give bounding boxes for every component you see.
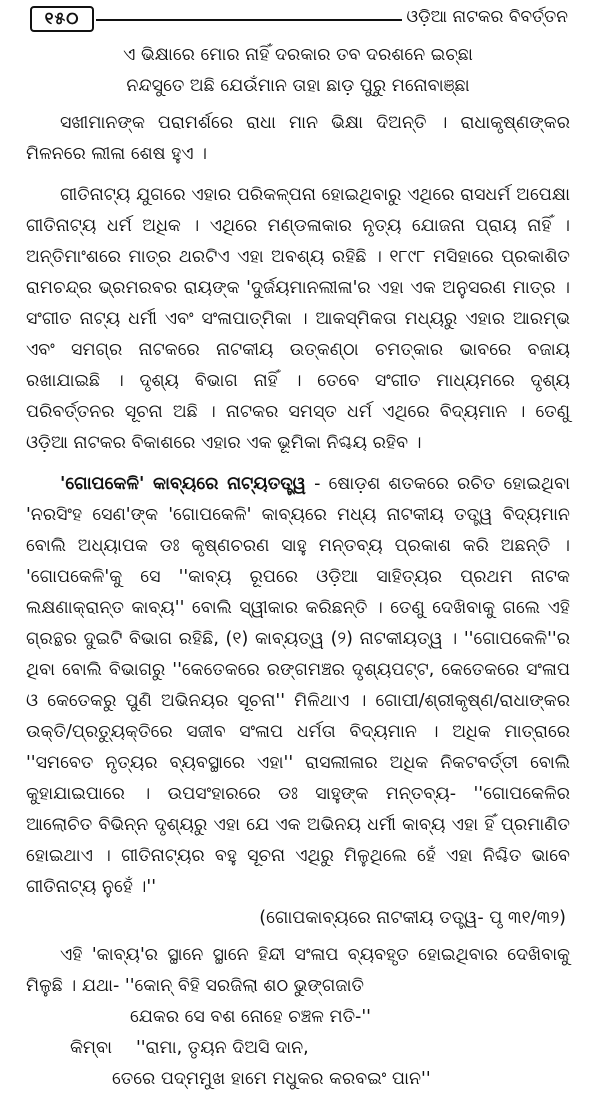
- quote-line: ଯେକର ସେ ବଶ ନୋହେ ଚଞ୍ଚଳ ମତି-'': [130, 1007, 371, 1027]
- quote-line: [26, 1033, 570, 1064]
- section-heading: 'ଗୋପକେଳି' କାବ୍ୟରେ ନାଟ୍ୟତତ୍ତ୍ୱ: [60, 474, 306, 494]
- citation: (ଗୋପକାବ୍ୟରେ ନାଟକୀୟ ତତ୍ତ୍ୱ- ପୃ ୩୧/୩୨): [259, 908, 566, 928]
- quote-label: କିମ୍ବା: [70, 1038, 112, 1058]
- verse-line: ଏ ଭିକ୍ଷାରେ ମୋର ନାହିଁ ଦରକାର ତବ ଦରଶନେ ଇଚ୍ଛା: [123, 45, 473, 65]
- section-body: - ଷୋଡ଼ଶ ଶତକରେ ରଚିତ ହୋଇଥିବା 'ନରସିଂହ ସେଣ'ଙ୍କ 'ଗୋପକେଳି' କାବ୍ୟରେ ମଧ୍ୟ ନାଟକୀୟ ତତ୍ତ୍ୱ ବିଦ୍ୟମାନ ବୋଲି ଅଧ୍ୟାପକ ଡଃ କୃଷ୍ଣଚରଣ ସାହୁ ମନ୍ତବ୍ୟ ପ୍ରକାଶ କରି ଅଛନ୍ତି । 'ଗୋପକେଳି'କୁ ସେ ''କାବ୍ୟ ରୂପରେ ଓଡ଼ିଆ ସାହିତ୍ୟର ପ୍ରଥମ ନାଟକ ଲକ୍ଷଣାକ୍ରାନ୍ତ କାବ୍ୟ'' ବୋଲି ସ୍ୱୀକାର କରିଛନ୍ତି । ତେଣୁ ଦେଖିବାକୁ ଗଲେ ଏହି ଗ୍ରନ୍ଥର ଦୁଇଟି ବିଭାଗ ରହିଛି, (୧) କାବ୍ୟତ୍ୱ (୨) ନାଟକୀୟତ୍ୱ । ''ଗୋପକେଳି''ର ଥିବା ବୋଲି ବିଭାଗରୁ ''କେତେକରେ ରଙ୍ଗମଞ୍ଚର ଦୃଶ୍ୟପଟ୍ଟ, କେତେକରେ ସଂଳାପ ଓ କେତେକରୁ ପୁଣି ଅଭିନୟର ସୂଚନା'' ମିଳିଥାଏ । ଗୋପୀ/ଶ୍ରୀକୃଷ୍ଣ/ରାଧାଙ୍କର ଉକ୍ତି/ପ୍ରତ୍ୟୁକ୍ତିରେ ସଜୀବ ସଂଳାପ ଧର୍ମତା ବିଦ୍ୟମାନ । ଅଧିକ ମାତ୍ରାରେ ''ସମବେତ ନୃତ୍ୟର ବ୍ୟବସ୍ଥାରେ ଏହା'' ରାସଲୀଳାର ଅଧିକ ନିକଟବର୍ତ୍ତୀ ବୋଲି କୁହାଯାଇପାରେ । ଉପସଂହାରରେ ଡଃ ସାହୁଙ୍କ ମନ୍ତବ୍ୟ- ''ଗୋପକେଳିର ଆଲୋଚିତ ବିଭିନ୍ନ ଦୃଶ୍ୟରୁ ଏହା ଯେ ଏକ ଅଭିନୟ ଧର୍ମୀ କାବ୍ୟ ଏହା ହିଁ ପ୍ରମାଣିତ ହୋଇଥାଏ । ଗୀତିନାଟ୍ୟର ବହୁ ସୂଚନା ଏଥିରୁ ମିଳୁଥିଲେ ହେଁ ଏହା ନିଶ୍ଚିତ ଭାବେ ଗୀତିନାଟ୍ୟ ନୁହେଁ ।'': [26, 474, 570, 897]
- paragraph: ଗୀତିନାଟ୍ୟ ଯୁଗରେ ଏହାର ପରିକଳ୍ପନା ହୋଇଥିବାରୁ ଏଥିରେ ରାସଧର୍ମ ଅପେକ୍ଷା ଗୀତିନାଟ୍ୟ ଧର୍ମ ଅଧିକ । ଏଥିରେ ମଣ୍ଡଳାକାର ନୃତ୍ୟ ଯୋଜନା ପ୍ରାୟ ନାହିଁ । ଅନ୍ତିମାଂଶରେ ମାତ୍ର ଥରଟିଏ ଏହା ଅବଶ୍ୟ ରହିଛି । ୧୮୯୮ ମସିହାରେ ପ୍ରକାଶିତ ରାମଚନ୍ଦ୍ର ଭ୍ରମରବର ରାୟଙ୍କ 'ଦୁର୍ଜୟମାନଲୀଳା'ର ଏହା ଏକ ଅନୁସରଣ ମାତ୍ର । ସଂଗୀତ ନାଟ୍ୟ ଧର୍ମୀ ଏବଂ ସଂଳାପାତ୍ମିକା । ଆକସ୍ମିକତା ମଧ୍ୟରୁ ଏହାର ଆରମ୍ଭ ଏବଂ ସମଗ୍ର ନାଟକରେ ନାଟକୀୟ ଉତ୍କଣ୍ଠା ଚମତ୍କାର ଭାବରେ ବଜାୟ ରଖାଯାଇଛି । ଦୃଶ୍ୟ ବିଭାଗ ନାହିଁ । ତେବେ ସଂଗୀତ ମାଧ୍ୟମରେ ଦୃଶ୍ୟ ପରିବର୍ତ୍ତନର ସୂଚନା ଅଛି । ନାଟକର ସମସ୍ତ ଧର୍ମ ଏଥିରେ ବିଦ୍ୟମାନ । ତେଣୁ ଓଡ଼ିଆ ନାଟକର ବିକାଶରେ ଏହାର ଏକ ଭୂମିକା ନିଶ୍ଚୟ ରହିବ ।: [26, 185, 570, 453]
- section-paragraph: [26, 469, 570, 903]
- page-number: ୧୫୦: [30, 6, 94, 32]
- opening-verse: [26, 40, 570, 102]
- quote-line: ତେରେ ପଦ୍ମମୁଖ ହାମେ ମଧୁକର କରବଇଂ ପାନ'': [112, 1069, 431, 1089]
- page-header: [26, 0, 570, 40]
- paragraph: ଏହି 'କାବ୍ୟ'ର ସ୍ଥାନେ ସ୍ଥାନେ ହିନ୍ଦୀ ସଂଳାପ ବ୍ୟବହୃତ ହୋଇଥିବାର ଦେଖିବାକୁ ମିଳୁଛି । ଯଥା- ''କୋନ୍ ବିହି ସରଜିଲା ଶଠ ଭୁଙ୍ଗଜାତି: [26, 945, 570, 996]
- paragraph: ସଖୀମାନଙ୍କ ପରାମର୍ଶରେ ରାଧା ମାନ ଭିକ୍ଷା ଦିଅନ୍ତି । ରାଧାକୃଷ୍ଣଙ୍କର ମିଳନରେ ଲୀଳା ଶେଷ ହୁଏ ।: [26, 113, 570, 164]
- header-rule: [96, 19, 402, 21]
- running-title: ଓଡ଼ିଆ ନାଟକର ବିବର୍ତ୍ତନ: [406, 7, 568, 27]
- quote-text: ''ରାମା, ତୃୟନ ଦିଅସି ଦାନ,: [136, 1038, 309, 1058]
- verse-line: ନନ୍ଦସୁତେ ଅଛି ଯେଉଁମାନ ତାହା ଛାଡ଼ ପୁରୁ ମନୋବାଞ୍ଛା: [126, 76, 470, 96]
